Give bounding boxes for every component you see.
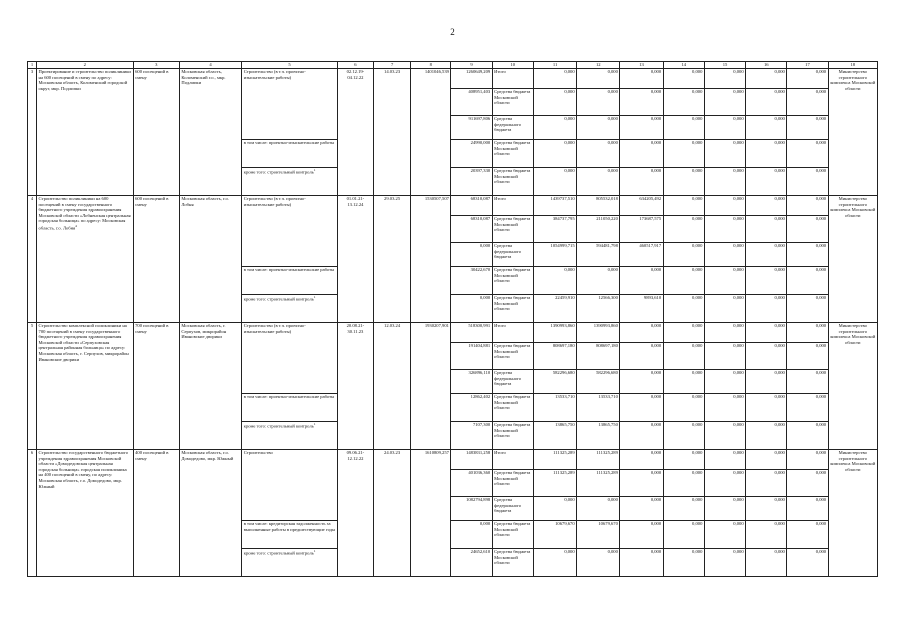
- year-value: 0,000: [787, 196, 828, 216]
- year-value: 0,000: [787, 140, 828, 168]
- sub-label-text: кроме того: строительный контроль: [243, 296, 314, 302]
- year-value: 0,000: [704, 69, 745, 89]
- funding-source: Средства бюджета Московской области: [492, 216, 533, 243]
- financed-amount: 24990,000: [451, 140, 492, 168]
- year-value: 12566,300: [577, 295, 620, 323]
- year-value: 0,000: [704, 422, 745, 450]
- year-value: 0,000: [704, 549, 745, 577]
- funding-source: Средства федерального бюджета: [492, 370, 533, 394]
- year-value: 0,000: [704, 323, 745, 343]
- header-cell: 8: [411, 62, 451, 69]
- year-value: 0,000: [746, 323, 787, 343]
- financed-amount: 0,000: [451, 295, 492, 323]
- year-value: 0,000: [787, 295, 828, 323]
- year-value: 0,000: [787, 343, 828, 370]
- year-value: 0,000: [533, 140, 576, 168]
- year-value: 111325,289: [577, 470, 620, 497]
- year-value: 0,000: [746, 370, 787, 394]
- header-cell: 10: [492, 62, 533, 69]
- year-value: 0,000: [704, 521, 745, 549]
- year-value: 0,000: [577, 549, 620, 577]
- sub-label-text: кроме того: строительный контроль: [243, 550, 314, 556]
- year-value: 594481,798: [577, 243, 620, 267]
- year-value: 0,000: [787, 89, 828, 116]
- year-value: 0,000: [746, 497, 787, 521]
- year-value: 0,000: [704, 470, 745, 497]
- year-value: 0,000: [663, 89, 704, 116]
- header-cell: 13: [620, 62, 663, 69]
- year-value: 1439737,510: [533, 196, 576, 216]
- year-value: 0,000: [577, 89, 620, 116]
- year-value: 111325,289: [533, 450, 576, 470]
- start-dates: 20.08.21-30.11.23: [337, 323, 373, 450]
- year-value: 0,000: [663, 497, 704, 521]
- year-value: 0,000: [787, 470, 828, 497]
- financed-amount: 7107,300: [451, 422, 492, 450]
- object-name: Проектирование и строительство поликлиники на 600 посещений в смену по адресу: Московская область, Коломенский городской округ, мкр. Подлипки: [38, 69, 131, 91]
- year-value: 0,000: [620, 521, 663, 549]
- funding-source: Средства бюджета Московской области: [492, 394, 533, 422]
- year-value: 0,000: [663, 323, 704, 343]
- sub-label-text: в том числе: проектно-изыскательские работы: [243, 394, 335, 399]
- year-value: 0,000: [787, 422, 828, 450]
- funding-source: Средства бюджета Московской области: [492, 295, 533, 323]
- year-value: 582296,680: [577, 370, 620, 394]
- customer: Министерство строительного комплекса Московской области: [828, 69, 877, 196]
- year-value: 0,000: [663, 168, 704, 196]
- year-value: 0,000: [704, 370, 745, 394]
- financed-amount: 24652,610: [451, 549, 492, 577]
- year-value: 0,000: [704, 216, 745, 243]
- year-value: 0,000: [704, 140, 745, 168]
- year-value: 0,000: [663, 267, 704, 295]
- year-value: 0,000: [787, 69, 828, 89]
- year-value: 0,000: [704, 116, 745, 140]
- year-value: 0,000: [663, 116, 704, 140]
- year-value: 0,000: [704, 497, 745, 521]
- year-value: 10679,670: [533, 521, 576, 549]
- year-value: 805532,018: [577, 196, 620, 216]
- year-value: 0,000: [620, 422, 663, 450]
- header-cell: 2: [37, 62, 134, 69]
- header-cell: 6: [337, 62, 373, 69]
- year-value: 0,000: [787, 323, 828, 343]
- year-value: 0,000: [620, 116, 663, 140]
- header-cell: 9: [451, 62, 492, 69]
- financed-amount: 12862,402: [451, 394, 492, 422]
- year-value: 13533,710: [577, 394, 620, 422]
- end-date: 24.03.23: [373, 450, 410, 577]
- header-cell: 16: [746, 62, 787, 69]
- table-row: [28, 450, 878, 470]
- year-value: 0,000: [787, 243, 828, 267]
- header-cell: 15: [704, 62, 745, 69]
- start-dates: 02.12.19-04.12.22: [337, 69, 373, 196]
- year-value: 1390993,860: [577, 323, 620, 343]
- year-value: 0,000: [746, 168, 787, 196]
- year-value: 9893,610: [620, 295, 663, 323]
- financed-amount: 911697,806: [451, 116, 492, 140]
- financed-amount: 191404,881: [451, 343, 492, 370]
- financed-amount: 401036,360: [451, 470, 492, 497]
- object-name: Строительство поликлиники на 600 посещений в смену государственного бюджетного учреждения здравоохранения Московской области «Лобненская центральная городская больница» по адресу: Московская область, г.о. Лобня: [38, 196, 131, 231]
- year-value: 0,000: [787, 394, 828, 422]
- year-value: 0,000: [704, 168, 745, 196]
- year-value: 22459,910: [533, 295, 576, 323]
- year-value: 0,000: [787, 370, 828, 394]
- sub-label-control: [242, 295, 338, 323]
- location: Московская область, г.о. Домодедово, мкр. Южный: [179, 450, 241, 577]
- year-value: 0,000: [704, 267, 745, 295]
- funding-source: Итого: [492, 69, 533, 89]
- row-number: 5: [28, 323, 37, 450]
- end-date: 29.03.25: [373, 196, 410, 323]
- total-cost: 1401046,539: [411, 69, 451, 196]
- financed-amount: 1483831,258: [451, 450, 492, 470]
- year-value: 0,000: [577, 497, 620, 521]
- financed-amount: 0,000: [451, 243, 492, 267]
- financed-amount: 408951,403: [451, 89, 492, 116]
- object-name-cell: [37, 323, 134, 450]
- capacity: 600 посещений в смену: [133, 69, 179, 196]
- year-value: 0,000: [746, 196, 787, 216]
- footnote-mark: 4: [75, 223, 77, 228]
- funding-source: Итого: [492, 323, 533, 343]
- year-value: 0,000: [746, 89, 787, 116]
- sub-label-text: кроме того: строительный контроль: [243, 169, 314, 175]
- customer: Министерство строительного комплекса Московской области: [828, 323, 877, 450]
- year-value: 0,000: [704, 243, 745, 267]
- table-row: [28, 196, 878, 216]
- financed-amount: 0,000: [451, 521, 492, 549]
- year-value: 0,000: [663, 521, 704, 549]
- year-value: 111325,289: [577, 450, 620, 470]
- funding-source: Средства бюджета Московской области: [492, 549, 533, 577]
- year-value: 0,000: [577, 69, 620, 89]
- work-type: Строительство: [242, 450, 338, 521]
- year-value: 808697,180: [533, 343, 576, 370]
- sub-label-design: [242, 521, 338, 549]
- year-value: 13865,750: [533, 422, 576, 450]
- funding-source: Средства бюджета Московской области: [492, 521, 533, 549]
- funding-source: Итого: [492, 196, 533, 216]
- year-value: 0,000: [620, 394, 663, 422]
- year-value: 0,000: [704, 450, 745, 470]
- object-name: Строительство государственного бюджетного учреждения здравоохранения Московской области «Домодедовская центральная городская больница» городская поликлиника на 400 посещений в смену, по адресу: Московская область, г.о. Домодедово, мкр. Южный: [38, 450, 129, 489]
- end-date: 12.03.24: [373, 323, 410, 450]
- year-value: 0,000: [746, 470, 787, 497]
- year-value: 0,000: [746, 267, 787, 295]
- funding-source: Средства бюджета Московской области: [492, 89, 533, 116]
- year-value: 0,000: [704, 343, 745, 370]
- year-value: 0,000: [746, 295, 787, 323]
- year-value: 0,000: [620, 323, 663, 343]
- year-value: 0,000: [533, 497, 576, 521]
- year-value: 0,000: [663, 450, 704, 470]
- year-value: 0,000: [787, 521, 828, 549]
- year-value: 0,000: [577, 267, 620, 295]
- year-value: 0,000: [746, 140, 787, 168]
- funding-source: Средства федерального бюджета: [492, 116, 533, 140]
- location: Московская область, г. Серпухов, микрорайон Ивановские дворики: [179, 323, 241, 450]
- year-value: 0,000: [663, 243, 704, 267]
- funding-source: Средства федерального бюджета: [492, 243, 533, 267]
- sub-label-text: в том числе: проектно-изыскательские работы: [243, 140, 335, 145]
- funding-source: Средства бюджета Московской области: [492, 168, 533, 196]
- object-name-cell: [37, 196, 134, 323]
- year-value: 0,000: [787, 216, 828, 243]
- year-value: 0,000: [620, 470, 663, 497]
- year-value: 0,000: [663, 470, 704, 497]
- year-value: 0,000: [620, 343, 663, 370]
- total-cost: 1930207,901: [411, 323, 451, 450]
- year-value: 0,000: [620, 450, 663, 470]
- funding-source: Итого: [492, 450, 533, 470]
- sub-label-design: [242, 394, 338, 422]
- year-value: 0,000: [746, 521, 787, 549]
- funding-source: Средства бюджета Московской области: [492, 140, 533, 168]
- year-value: 0,000: [787, 497, 828, 521]
- row-number: 4: [28, 196, 37, 323]
- year-value: 0,000: [663, 69, 704, 89]
- year-value: 111325,289: [533, 470, 576, 497]
- sub-label-text: в том числе: проектно-изыскательские работы: [243, 267, 335, 272]
- year-value: 0,000: [663, 422, 704, 450]
- sub-label-text: кроме того: строительный контроль: [243, 423, 314, 429]
- financed-amount: 326896,110: [451, 370, 492, 394]
- year-value: 1054999,715: [533, 243, 576, 267]
- year-value: 0,000: [746, 549, 787, 577]
- year-value: 0,000: [787, 450, 828, 470]
- object-name: Строительство комплексной поликлиники на 700 посещений в смену государственного бюджетного учреждения здравоохранения Московской области «Серпуховская центральная районная больница» по адресу: Московская область, г. Серпухов, микрорайон Ивановские дворики: [38, 323, 129, 362]
- year-value: 0,000: [787, 549, 828, 577]
- footnote-mark: 1: [313, 295, 316, 299]
- start-dates: 01.01.21-13.12.24: [337, 196, 373, 323]
- financed-amount: 68310,087: [451, 196, 492, 216]
- year-value: 0,000: [663, 196, 704, 216]
- year-value: 0,000: [577, 168, 620, 196]
- year-value: 582296,680: [533, 370, 576, 394]
- year-value: 0,000: [704, 295, 745, 323]
- year-value: 0,000: [620, 168, 663, 196]
- year-value: 0,000: [577, 140, 620, 168]
- year-value: 0,000: [533, 116, 576, 140]
- year-value: 0,000: [746, 69, 787, 89]
- year-value: 0,000: [746, 116, 787, 140]
- object-name-cell: [37, 69, 134, 196]
- customer: Министерство строительного комплекса Московской области: [828, 450, 877, 577]
- location: Московская область, Коломенский г.о., мкр. Подлипки: [179, 69, 241, 196]
- sub-label-control: [242, 168, 338, 196]
- location: Московская область, г.о. Лобня: [179, 196, 241, 323]
- header-cell: 1: [28, 62, 37, 69]
- financed-amount: 20397,330: [451, 168, 492, 196]
- year-value: 0,000: [746, 216, 787, 243]
- year-value: 173687,575: [620, 216, 663, 243]
- header-cell: 7: [373, 62, 410, 69]
- year-value: 0,000: [620, 89, 663, 116]
- capacity: 700 посещений в смену: [133, 323, 179, 450]
- financed-amount: 68310,087: [451, 216, 492, 243]
- header-cell: 5: [242, 62, 338, 69]
- year-value: 211050,220: [577, 216, 620, 243]
- object-name-cell: [37, 450, 134, 577]
- work-type: Строительство (в т.ч. проектно-изыскательские работы): [242, 69, 338, 140]
- year-value: 0,000: [533, 69, 576, 89]
- sub-label-control: [242, 549, 338, 577]
- year-value: 0,000: [533, 549, 576, 577]
- sub-label-text: в том числе: кредиторская задолженность за выполненные работы в предшествующие годы: [243, 521, 336, 532]
- year-value: 0,000: [663, 394, 704, 422]
- year-value: 0,000: [533, 267, 576, 295]
- table-row: [28, 69, 878, 89]
- year-value: 460517,917: [620, 243, 663, 267]
- total-cost: 1530507,507: [411, 196, 451, 323]
- year-value: 0,000: [704, 89, 745, 116]
- year-value: 0,000: [746, 450, 787, 470]
- year-value: 13533,710: [533, 394, 576, 422]
- header-cell: 18: [828, 62, 877, 69]
- funding-source: Средства бюджета Московской области: [492, 343, 533, 370]
- financed-amount: 518300,991: [451, 323, 492, 343]
- year-value: 0,000: [620, 370, 663, 394]
- footnote-mark: 1: [313, 549, 316, 553]
- year-value: 10679,670: [577, 521, 620, 549]
- row-number: 3: [28, 69, 37, 196]
- year-value: 0,000: [620, 69, 663, 89]
- year-value: 0,000: [746, 343, 787, 370]
- work-type: Строительство (в т.ч. проектно-изыскательские работы): [242, 323, 338, 394]
- year-value: 0,000: [704, 394, 745, 422]
- year-value: 0,000: [663, 140, 704, 168]
- start-dates: 09.06.21-12.12.22: [337, 450, 373, 577]
- year-value: 384737,795: [533, 216, 576, 243]
- funding-source: Средства бюджета Московской области: [492, 267, 533, 295]
- year-value: 0,000: [746, 394, 787, 422]
- customer: Министерство строительного комплекса Московской области: [828, 196, 877, 323]
- year-value: 0,000: [533, 89, 576, 116]
- work-type: Строительство (в т.ч. проектно-изыскательские работы): [242, 196, 338, 267]
- year-value: 0,000: [620, 497, 663, 521]
- total-cost: 1610809,257: [411, 450, 451, 577]
- year-value: 0,000: [746, 422, 787, 450]
- year-value: 0,000: [620, 140, 663, 168]
- year-value: 808697,180: [577, 343, 620, 370]
- year-value: 0,000: [787, 116, 828, 140]
- year-value: 0,000: [663, 295, 704, 323]
- financed-amount: 1260649,209: [451, 69, 492, 89]
- sub-label-design: [242, 267, 338, 295]
- year-value: 0,000: [663, 370, 704, 394]
- year-value: 634205,492: [620, 196, 663, 216]
- header-cell: 12: [577, 62, 620, 69]
- capacity: 600 посещений в смену: [133, 196, 179, 323]
- capacity: 400 посещений в смену: [133, 450, 179, 577]
- header-cell: 14: [663, 62, 704, 69]
- year-value: 0,000: [787, 168, 828, 196]
- sub-label-control: [242, 422, 338, 450]
- year-value: 0,000: [620, 549, 663, 577]
- funding-source: Средства федерального бюджета: [492, 497, 533, 521]
- investment-table: [27, 61, 878, 577]
- sub-label-design: [242, 140, 338, 168]
- header-cell: 11: [533, 62, 576, 69]
- year-value: 13865,750: [577, 422, 620, 450]
- row-number: 6: [28, 450, 37, 577]
- funding-source: Средства бюджета Московской области: [492, 422, 533, 450]
- year-value: 0,000: [746, 243, 787, 267]
- year-value: 0,000: [533, 168, 576, 196]
- header-row: [28, 62, 878, 69]
- end-date: 14.03.23: [373, 69, 410, 196]
- year-value: 0,000: [663, 549, 704, 577]
- funding-source: Средства бюджета Московской области: [492, 470, 533, 497]
- financed-amount: 30422,670: [451, 267, 492, 295]
- year-value: 1390993,860: [533, 323, 576, 343]
- year-value: 0,000: [577, 116, 620, 140]
- year-value: 0,000: [704, 196, 745, 216]
- footnote-mark: 1: [313, 422, 316, 426]
- header-cell: 4: [179, 62, 241, 69]
- header-cell: 17: [787, 62, 828, 69]
- year-value: 0,000: [663, 216, 704, 243]
- footnote-mark: 1: [313, 168, 316, 172]
- year-value: 0,000: [787, 267, 828, 295]
- year-value: 0,000: [620, 267, 663, 295]
- table-row: [28, 323, 878, 343]
- page-number: 2: [450, 27, 455, 37]
- year-value: 0,000: [663, 343, 704, 370]
- financed-amount: 1082794,898: [451, 497, 492, 521]
- header-cell: 3: [133, 62, 179, 69]
